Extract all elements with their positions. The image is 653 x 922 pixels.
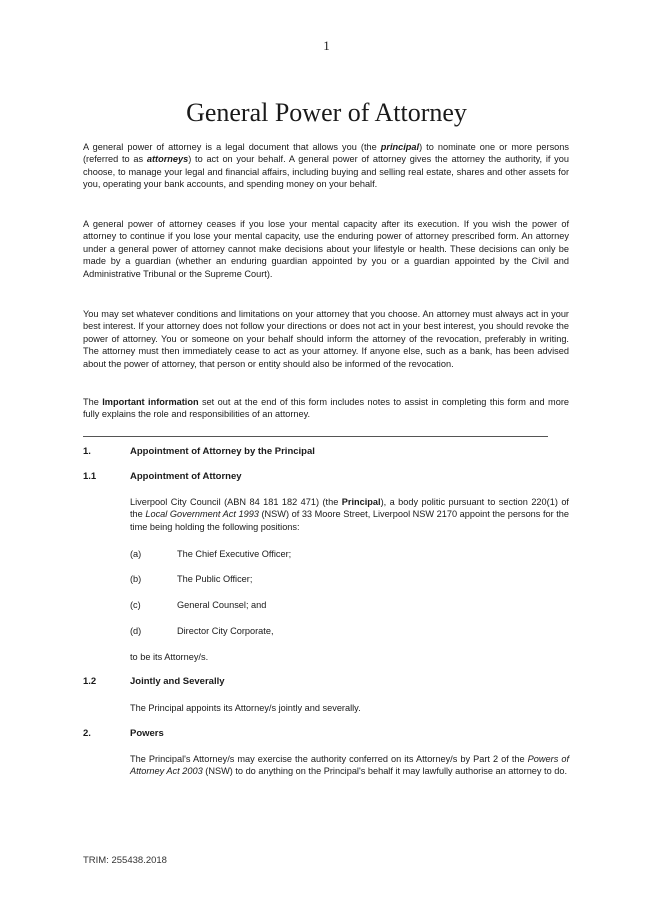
item-label: (b) <box>130 574 142 584</box>
section-1-1-title: Appointment of Attorney <box>130 471 242 482</box>
section-1-number: 1. <box>83 446 91 457</box>
item-label: (d) <box>130 626 142 636</box>
page-number: 1 <box>323 38 330 53</box>
intro-paragraph-4: The Important information set out at the end of this form includes notes to assist in completing this form and more fully explains the role and responsibilities of an attorney. <box>83 397 569 420</box>
section-1-1-number: 1.1 <box>83 471 97 482</box>
item-label: (a) <box>130 549 142 559</box>
appointment-paragraph: Liverpool City Council (ABN 84 181 182 471) (the Principal), a body politic pursuant to section 220(1) of the Local Government Act 1993 (NSW) of 33 Moore Street, Liverpool NSW 2170 appoint the persons for the time being holding the following positions: <box>130 497 570 532</box>
item-text: The Chief Executive Officer; <box>177 549 292 559</box>
intro-paragraph-3: You may set whatever conditions and limitations on your attorney that you choose. An attorney must always act in your best interest. If your attorney does not follow your directions or does not act in your best interest, you should revoke the power of attorney. You or someone on your behalf should inform the attorney of the revocation, preferably in writing. The attorney must then immediately cease to act as your attorney. If anyone else, such as a bank, has been advised about the power of attorney, that person or entity should also be informed of the revocation. <box>83 309 569 369</box>
jointly-paragraph: The Principal appoints its Attorney/s jointly and severally. <box>130 703 361 713</box>
intro-paragraph-1: A general power of attorney is a legal document that allows you (the principal) to nominate one or more persons (referred to as attorneys) to act on your behalf. A general power of attorney gives the attorney the authority, if you choose, to manage your legal and financial affairs, including buying and selling real estate, shares and other assets for you, operating your bank accounts, and spending money on your behalf. <box>83 142 569 190</box>
appointment-closing: to be its Attorney/s. <box>130 652 209 662</box>
item-label: (c) <box>130 600 141 610</box>
section-1-title: Appointment of Attorney by the Principal <box>130 446 315 457</box>
section-1-2-number: 1.2 <box>83 676 97 687</box>
item-text: The Public Officer; <box>177 574 253 584</box>
section-divider <box>83 436 548 437</box>
section-2-number: 2. <box>83 728 91 739</box>
section-2-title: Powers <box>130 728 164 739</box>
item-text: Director City Corporate, <box>177 626 274 636</box>
item-text: General Counsel; and <box>177 600 267 610</box>
powers-paragraph: The Principal's Attorney/s may exercise the authority conferred on its Attorney/s by Part 2 of the Powers of Attorney Act 2003 (NSW) to do anything on the Principal's behalf it may lawfully authorise an attorney to do. <box>130 754 569 777</box>
intro-paragraph-2: A general power of attorney ceases if you lose your mental capacity after its execution. If you wish the power of attorney to continue if you lose your mental capacity, use the enduring power of attorney prescribed form. An attorney under a general power of attorney cannot make decisions about your lifestyle or health. These decisions can only be made by a guardian (whether an enduring guardian appointed by you or a guardian appointed by the Civil and Administrative Tribunal or the Supreme Court). <box>83 219 569 279</box>
section-1-2-title: Jointly and Severally <box>130 676 225 687</box>
document-title: General Power of Attorney <box>186 98 467 127</box>
trim-reference: TRIM: 255438.2018 <box>83 855 167 866</box>
